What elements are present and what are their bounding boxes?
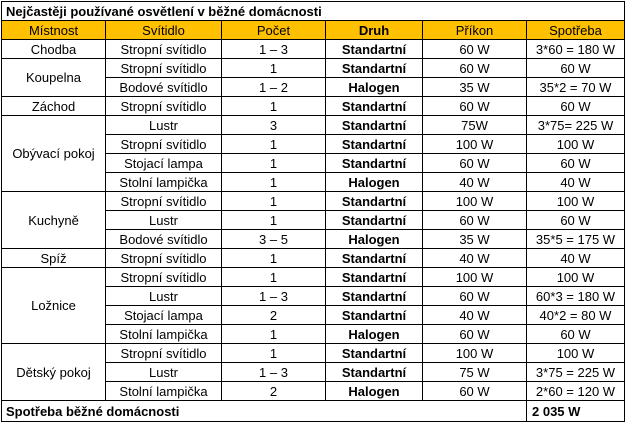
type-cell: Standartní — [326, 249, 423, 268]
fixture-cell: Stropní svítidlo — [106, 268, 222, 287]
table-header-row — [2, 21, 625, 40]
table-row — [2, 268, 625, 287]
power-cell: 40 W — [423, 306, 527, 325]
consumption-cell: 40 W — [527, 173, 625, 192]
type-cell: Halogen — [326, 230, 423, 249]
type-cell: Standartní — [326, 363, 423, 382]
consumption-cell: 100 W — [527, 344, 625, 363]
column-header-pocet: Počet — [222, 21, 326, 40]
count-cell: 1 — [222, 325, 326, 344]
table-title-row — [2, 2, 625, 21]
table-row — [2, 116, 625, 135]
total-row — [2, 401, 625, 422]
consumption-cell: 60 W — [527, 211, 625, 230]
power-cell: 60 W — [423, 325, 527, 344]
power-cell: 60 W — [423, 59, 527, 78]
table-row — [2, 192, 625, 211]
power-cell: 75W — [423, 116, 527, 135]
power-cell: 60 W — [423, 287, 527, 306]
room-cell: Spíž — [2, 249, 106, 268]
consumption-cell: 60 W — [527, 325, 625, 344]
fixture-cell: Bodové svítidlo — [106, 230, 222, 249]
power-cell: 35 W — [423, 230, 527, 249]
count-cell: 1 — [222, 135, 326, 154]
count-cell: 1 – 2 — [222, 78, 326, 97]
consumption-cell: 40 W — [527, 249, 625, 268]
power-cell: 100 W — [423, 344, 527, 363]
consumption-cell: 40*2 = 80 W — [527, 306, 625, 325]
consumption-cell: 60 W — [527, 59, 625, 78]
type-cell: Standartní — [326, 59, 423, 78]
count-cell: 3 – 5 — [222, 230, 326, 249]
table-title: Nejčastěji používané osvětlení v běžné domácnosti — [2, 2, 625, 21]
power-cell: 60 W — [423, 211, 527, 230]
consumption-cell: 60 W — [527, 154, 625, 173]
type-cell: Standartní — [326, 154, 423, 173]
count-cell: 2 — [222, 382, 326, 401]
column-header-druh: Druh — [326, 21, 423, 40]
count-cell: 1 — [222, 211, 326, 230]
total-label: Spotřeba běžné domácnosti — [2, 401, 527, 422]
count-cell: 1 — [222, 249, 326, 268]
power-cell: 40 W — [423, 173, 527, 192]
power-cell: 75 W — [423, 363, 527, 382]
type-cell: Halogen — [326, 173, 423, 192]
column-header-mistnost: Místnost — [2, 21, 106, 40]
power-cell: 60 W — [423, 154, 527, 173]
type-cell: Standartní — [326, 40, 423, 59]
power-cell: 35 W — [423, 78, 527, 97]
consumption-cell: 35*5 = 175 W — [527, 230, 625, 249]
fixture-cell: Stolní lampička — [106, 325, 222, 344]
type-cell: Standartní — [326, 192, 423, 211]
power-cell: 40 W — [423, 249, 527, 268]
consumption-cell: 60 W — [527, 97, 625, 116]
count-cell: 2 — [222, 306, 326, 325]
fixture-cell: Stropní svítidlo — [106, 97, 222, 116]
type-cell: Standartní — [326, 268, 423, 287]
consumption-cell: 3*75= 225 W — [527, 116, 625, 135]
count-cell: 1 — [222, 344, 326, 363]
count-cell: 1 — [222, 192, 326, 211]
table-row — [2, 59, 625, 78]
fixture-cell: Stropní svítidlo — [106, 59, 222, 78]
type-cell: Standartní — [326, 211, 423, 230]
type-cell: Halogen — [326, 78, 423, 97]
consumption-cell: 100 W — [527, 192, 625, 211]
table-row — [2, 40, 625, 59]
type-cell: Standartní — [326, 97, 423, 116]
column-header-prikon: Příkon — [423, 21, 527, 40]
fixture-cell: Lustr — [106, 116, 222, 135]
room-cell: Chodba — [2, 40, 106, 59]
fixture-cell: Lustr — [106, 211, 222, 230]
type-cell: Halogen — [326, 382, 423, 401]
fixture-cell: Stropní svítidlo — [106, 40, 222, 59]
consumption-cell: 35*2 = 70 W — [527, 78, 625, 97]
consumption-cell: 100 W — [527, 135, 625, 154]
consumption-cell: 3*75 = 225 W — [527, 363, 625, 382]
fixture-cell: Lustr — [106, 363, 222, 382]
count-cell: 1 — [222, 97, 326, 116]
fixture-cell: Stolní lampička — [106, 382, 222, 401]
column-header-spotreba: Spotřeba — [527, 21, 625, 40]
fixture-cell: Lustr — [106, 287, 222, 306]
consumption-cell: 60*3 = 180 W — [527, 287, 625, 306]
type-cell: Standartní — [326, 344, 423, 363]
count-cell: 1 – 3 — [222, 287, 326, 306]
type-cell: Standartní — [326, 116, 423, 135]
room-cell: Záchod — [2, 97, 106, 116]
column-header-svitidlo: Svítidlo — [106, 21, 222, 40]
consumption-cell: 2*60 = 120 W — [527, 382, 625, 401]
lighting-consumption-table — [1, 1, 625, 422]
fixture-cell: Stropní svítidlo — [106, 249, 222, 268]
type-cell: Halogen — [326, 325, 423, 344]
power-cell: 60 W — [423, 97, 527, 116]
power-cell: 100 W — [423, 135, 527, 154]
consumption-cell: 100 W — [527, 268, 625, 287]
count-cell: 1 — [222, 154, 326, 173]
room-cell: Kuchyně — [2, 192, 106, 249]
lighting-table-container — [1, 1, 627, 423]
type-cell: Standartní — [326, 287, 423, 306]
table-row — [2, 344, 625, 363]
fixture-cell: Stropní svítidlo — [106, 192, 222, 211]
room-cell: Ložnice — [2, 268, 106, 344]
total-value: 2 035 W — [527, 401, 625, 422]
count-cell: 1 — [222, 268, 326, 287]
count-cell: 3 — [222, 116, 326, 135]
table-row — [2, 97, 625, 116]
count-cell: 1 — [222, 59, 326, 78]
power-cell: 60 W — [423, 382, 527, 401]
fixture-cell: Stropní svítidlo — [106, 135, 222, 154]
fixture-cell: Bodové svítidlo — [106, 78, 222, 97]
fixture-cell: Stropní svítidlo — [106, 344, 222, 363]
fixture-cell: Stojací lampa — [106, 154, 222, 173]
table-row — [2, 249, 625, 268]
type-cell: Standartní — [326, 135, 423, 154]
power-cell: 100 W — [423, 192, 527, 211]
fixture-cell: Stolní lampička — [106, 173, 222, 192]
room-cell: Dětský pokoj — [2, 344, 106, 401]
room-cell: Koupelna — [2, 59, 106, 97]
type-cell: Standartní — [326, 306, 423, 325]
power-cell: 60 W — [423, 40, 527, 59]
consumption-cell: 3*60 = 180 W — [527, 40, 625, 59]
count-cell: 1 — [222, 173, 326, 192]
power-cell: 100 W — [423, 268, 527, 287]
room-cell: Obývací pokoj — [2, 116, 106, 192]
count-cell: 1 – 3 — [222, 363, 326, 382]
count-cell: 1 – 3 — [222, 40, 326, 59]
fixture-cell: Stojací lampa — [106, 306, 222, 325]
